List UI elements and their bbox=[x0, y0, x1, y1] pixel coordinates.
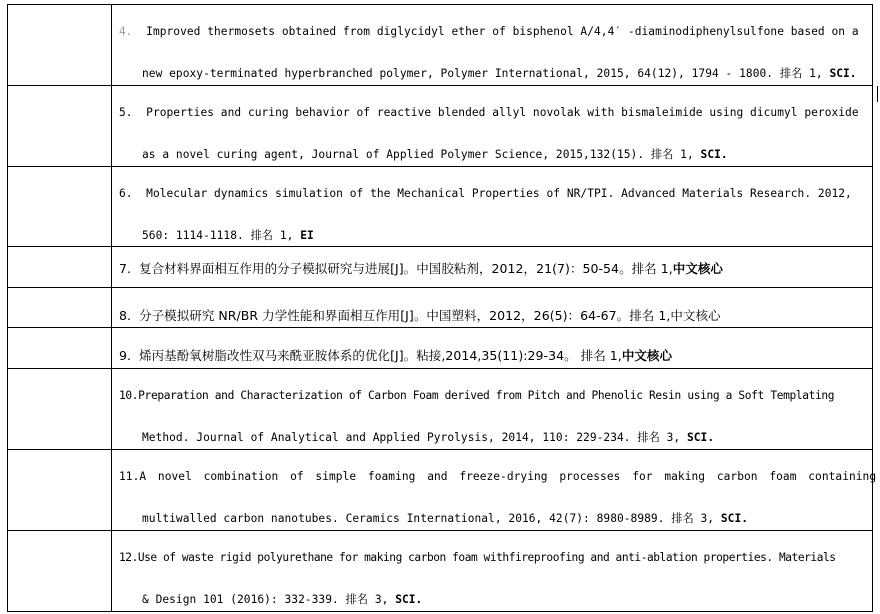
publication-line-2: & Design 101 (2016): 332-339. 排名 3, SCI. bbox=[142, 593, 423, 606]
publication-line-1: 4. Improved thermosets obtained from diglycidyl ether of bisphenol A/4,4′ -diaminodiphenylsulfone based on a bbox=[119, 25, 859, 38]
empty-label-cell bbox=[8, 167, 112, 247]
publication-cell[interactable] bbox=[112, 288, 873, 328]
table-row bbox=[8, 247, 873, 288]
empty-label-cell bbox=[8, 247, 112, 288]
table-row bbox=[8, 5, 873, 86]
publication-number: 9. bbox=[119, 348, 132, 363]
empty-label-cell bbox=[8, 450, 112, 531]
index-tag: 中文核心 bbox=[670, 308, 721, 323]
table-row bbox=[8, 531, 873, 612]
publication-line-1: 9. 烯丙基酚氧树脂改性双马来酰亚胺体系的优化[J]。粘接,2014,35(11):29-34。 排名 1,中文核心 bbox=[119, 348, 673, 363]
empty-label-cell bbox=[8, 328, 112, 369]
publication-cell[interactable] bbox=[112, 450, 877, 531]
publication-cell[interactable] bbox=[112, 5, 873, 86]
index-tag: SCI. bbox=[720, 512, 749, 525]
publication-number: 7. bbox=[119, 261, 132, 276]
publication-number: 10. bbox=[119, 389, 139, 402]
table-row bbox=[8, 328, 873, 369]
empty-label-cell bbox=[8, 5, 112, 86]
index-tag: SCI. bbox=[829, 67, 857, 80]
index-tag: SCI. bbox=[395, 593, 423, 606]
publication-cell[interactable] bbox=[112, 247, 873, 288]
publication-cell[interactable] bbox=[112, 328, 873, 369]
table-row bbox=[8, 450, 873, 531]
publication-cell[interactable] bbox=[112, 369, 873, 450]
index-tag: SCI. bbox=[700, 148, 728, 161]
publication-line-1: 12.Use of waste rigid polyurethane for making carbon foam withfireproofing and anti-ablation properties. Materials bbox=[119, 551, 836, 564]
publication-line-1: 5. Properties and curing behavior of reactive blended allyl novolak with bismaleimide using dicumyl peroxide bbox=[119, 106, 859, 119]
publication-cell[interactable] bbox=[112, 167, 873, 247]
publication-number: 4. bbox=[119, 25, 133, 38]
index-tag: SCI. bbox=[686, 431, 715, 444]
publication-line-1: 6. Molecular dynamics simulation of the Mechanical Properties of NR/TPI. Advanced Materials Research. 2012, bbox=[119, 187, 852, 200]
publication-line-2: 560: 1114-1118. 排名 1, EI bbox=[142, 229, 314, 242]
publication-line-1: 11.A novel combination of simple foaming and freeze-drying processes for making carbon foam containing bbox=[119, 470, 877, 483]
publication-line-2: as a novel curing agent, Journal of Applied Polymer Science, 2015,132(15). 排名 1, SCI. bbox=[142, 148, 728, 161]
publication-number: 12. bbox=[119, 551, 138, 564]
empty-label-cell bbox=[8, 86, 112, 167]
publication-number: 11. bbox=[119, 470, 140, 483]
publication-number: 8. bbox=[119, 308, 132, 323]
table-row bbox=[8, 369, 873, 450]
table-row bbox=[8, 288, 873, 328]
publication-number: 5. bbox=[119, 106, 133, 119]
text-cursor bbox=[877, 86, 878, 102]
publication-cell[interactable] bbox=[112, 86, 873, 167]
empty-label-cell bbox=[8, 369, 112, 450]
table-row bbox=[8, 167, 873, 247]
index-tag: 中文核心 bbox=[621, 348, 673, 363]
publication-line-1: 8. 分子模拟研究 NR/BR 力学性能和界面相互作用[J]。中国塑料，2012，26(5)：64-67。排名 1,中文核心 bbox=[119, 308, 721, 323]
empty-label-cell bbox=[8, 531, 112, 612]
publications-table bbox=[7, 4, 877, 612]
publication-line-2: Method. Journal of Analytical and Applied Pyrolysis, 2014, 110: 229-234. 排名 3, SCI. bbox=[142, 431, 715, 444]
publication-line-2: multiwalled carbon nanotubes. Ceramics International, 2016, 42(7): 8980-8989. 排名 3, SCI. bbox=[142, 512, 749, 525]
publication-line-1: 10.Preparation and Characterization of Carbon Foam derived from Pitch and Phenolic Resin using a Soft Templating bbox=[119, 389, 835, 402]
publication-cell[interactable] bbox=[112, 531, 873, 612]
publication-line-2: new epoxy-terminated hyperbranched polymer, Polymer International, 2015, 64(12), 1794 - 1800. 排名 1, SCI. bbox=[142, 67, 857, 80]
index-tag: 中文核心 bbox=[672, 261, 723, 276]
publication-number: 6. bbox=[119, 187, 133, 200]
publication-line-1: 7. 复合材料界面相互作用的分子模拟研究与进展[J]。中国胶粘剂，2012，21(7)：50-54。排名 1,中文核心 bbox=[119, 261, 723, 276]
empty-label-cell bbox=[8, 288, 112, 328]
table-row bbox=[8, 86, 873, 167]
index-tag: EI bbox=[300, 229, 314, 242]
